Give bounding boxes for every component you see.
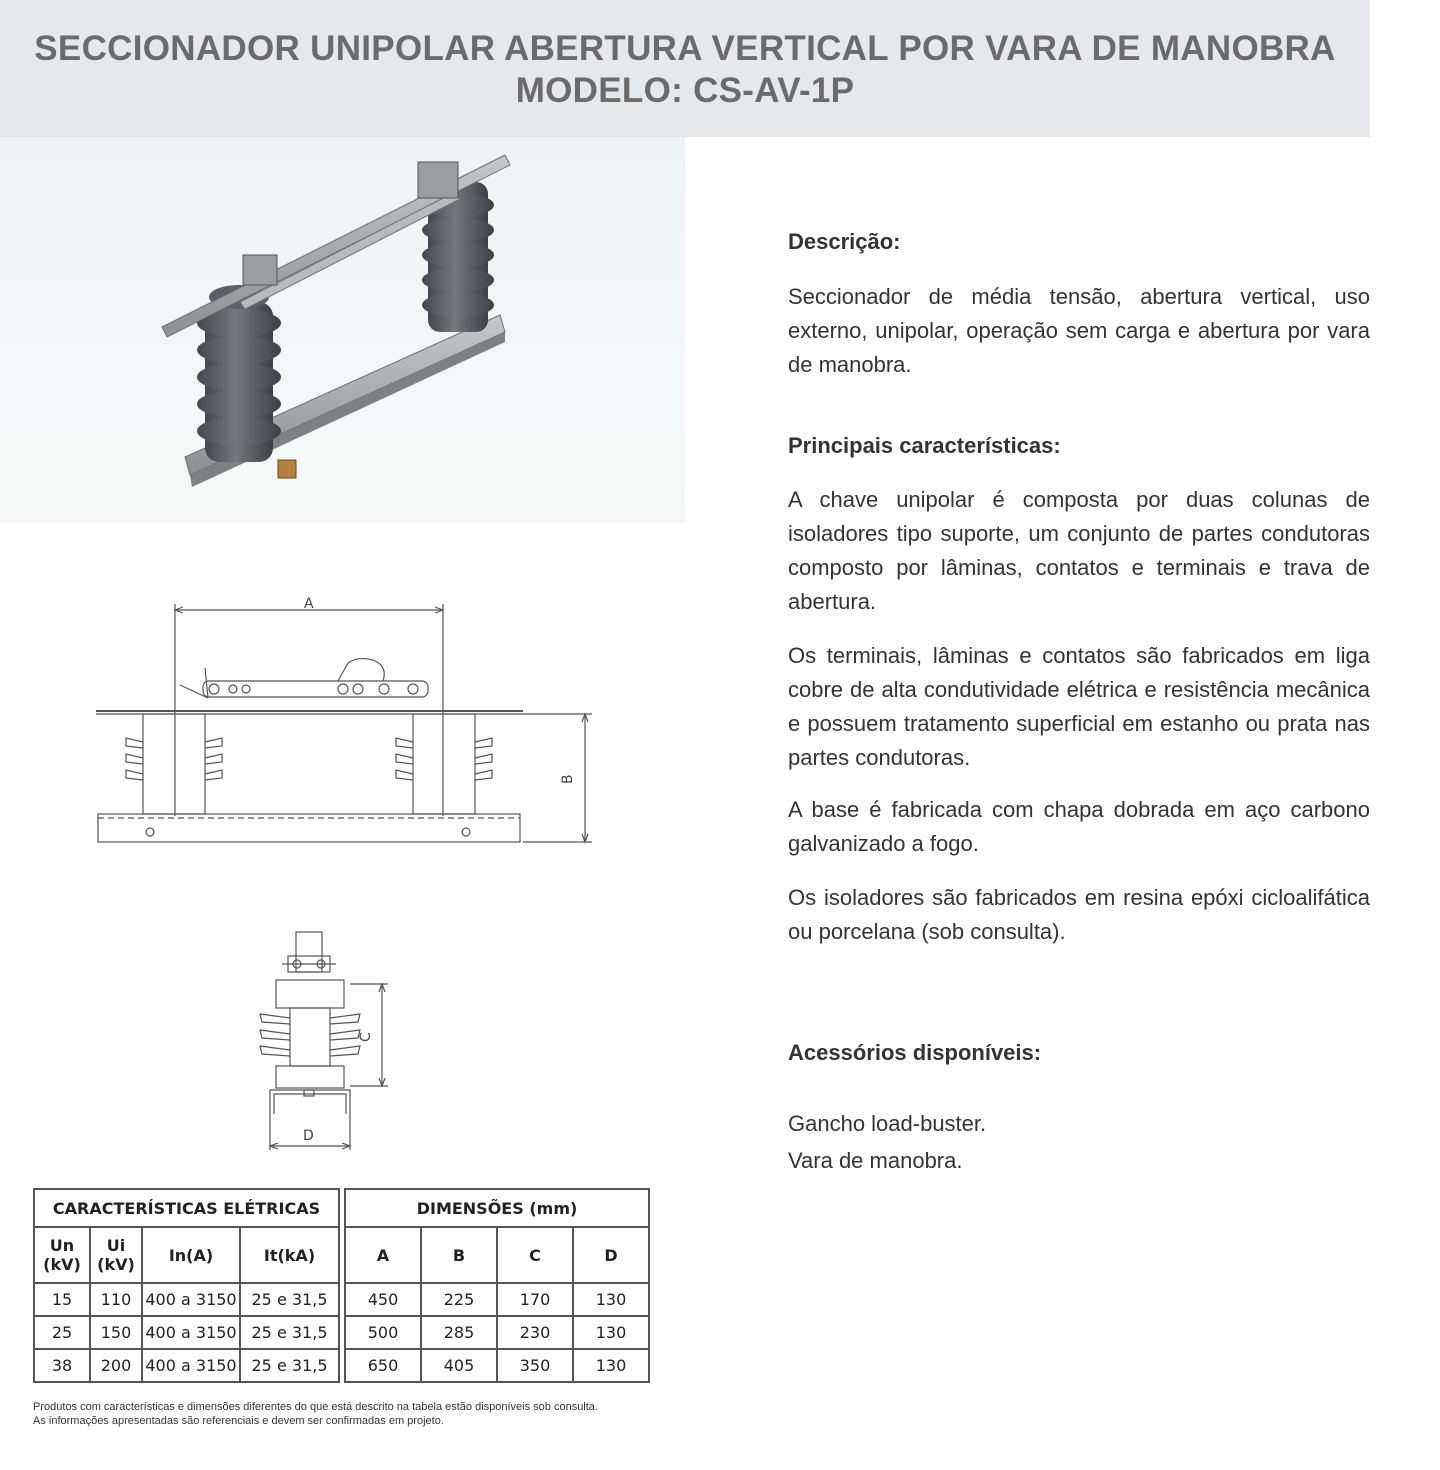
- cell: 400 a 3150: [142, 1316, 240, 1349]
- cell: 285: [421, 1316, 497, 1349]
- electrical-table-title: CARACTERÍSTICAS ELÉTRICAS: [34, 1189, 339, 1227]
- cell: 200: [90, 1349, 142, 1382]
- header-d: D: [573, 1227, 649, 1283]
- side-view-drawing: [250, 918, 400, 1150]
- cell: 650: [345, 1349, 421, 1382]
- cell: 130: [573, 1283, 649, 1316]
- cell: 500: [345, 1316, 421, 1349]
- features-paragraph-3: A base é fabricada com chapa dobrada em aço carbono galvanizado a fogo.: [788, 797, 1370, 856]
- product-render: [0, 137, 685, 523]
- cell: 450: [345, 1283, 421, 1316]
- features-paragraph-2: Os terminais, lâminas e contatos são fabricados em liga cobre de alta condutividade elétrica e resistência mecânica e possuem tratamento superficial em estanho ou prata nas partes condutoras.: [788, 643, 1370, 770]
- accessories-heading: Acessórios disponíveis:: [788, 1040, 1042, 1065]
- cell: 400 a 3150: [142, 1283, 240, 1316]
- table-row: [345, 1316, 649, 1349]
- cell: 25 e 31,5: [240, 1316, 339, 1349]
- dimension-label-b: B: [560, 774, 576, 784]
- page-title: SECCIONADOR UNIPOLAR ABERTURA VERTICAL POR VARA DE MANOBRA: [34, 29, 1336, 68]
- cell: 130: [573, 1316, 649, 1349]
- dimension-label-d: D: [303, 1128, 314, 1144]
- cell: 230: [497, 1316, 573, 1349]
- table-row: [34, 1316, 339, 1349]
- footnote-line-2: As informações apresentadas são referenciais e devem ser confirmadas em projeto.: [33, 1415, 444, 1427]
- page-header: [0, 0, 1370, 137]
- cell: 405: [421, 1349, 497, 1382]
- dimension-label-c: C: [358, 1032, 374, 1042]
- features-paragraph-4: Os isoladores são fabricados em resina epóxi cicloalifática ou porcelana (sob consulta).: [788, 885, 1370, 944]
- accessory-item-1: Gancho load-buster.: [788, 1111, 987, 1136]
- header-c: C: [497, 1227, 573, 1283]
- header-un: Un (kV): [34, 1227, 90, 1283]
- header-it: It(kA): [240, 1227, 339, 1283]
- dimensions-table-title: DIMENSÕES (mm): [345, 1189, 649, 1227]
- product-photo: [0, 137, 685, 523]
- footnote: [33, 1400, 598, 1428]
- accessory-item-2: Vara de manobra.: [788, 1148, 963, 1173]
- header-b: B: [421, 1227, 497, 1283]
- model-title: MODELO: CS-AV-1P: [515, 71, 855, 110]
- front-view-drawing: [88, 588, 598, 850]
- cell: 110: [90, 1283, 142, 1316]
- table-row: [345, 1283, 649, 1316]
- table-row: [34, 1349, 339, 1382]
- footnote-line-1: Produtos com características e dimensões diferentes do que está descrito na tabela estão disponíveis sob consulta.: [33, 1401, 598, 1413]
- features-paragraph-1: A chave unipolar é composta por duas colunas de isoladores tipo suporte, um conjunto de partes condutoras composto por lâminas, contatos e terminais e trava de abertura.: [788, 487, 1370, 614]
- cell: 150: [90, 1316, 142, 1349]
- cell: 400 a 3150: [142, 1349, 240, 1382]
- cell: 350: [497, 1349, 573, 1382]
- table-row: [345, 1349, 649, 1382]
- description-heading: Descrição:: [788, 229, 901, 254]
- cell: 25 e 31,5: [240, 1349, 339, 1382]
- description-text: Seccionador de média tensão, abertura vertical, uso externo, unipolar, operação sem carga e abertura por vara de manobra.: [788, 284, 1370, 377]
- features-heading: Principais características:: [788, 433, 1061, 458]
- cell: 130: [573, 1349, 649, 1382]
- header-in: In(A): [142, 1227, 240, 1283]
- table-row: [34, 1283, 339, 1316]
- dimension-label-a: A: [304, 596, 314, 612]
- cell: 225: [421, 1283, 497, 1316]
- cell: 170: [497, 1283, 573, 1316]
- electrical-characteristics-table: [33, 1188, 340, 1383]
- cell: 25 e 31,5: [240, 1283, 339, 1316]
- header-a: A: [345, 1227, 421, 1283]
- cell: 38: [34, 1349, 90, 1382]
- header-ui: Ui (kV): [90, 1227, 142, 1283]
- cell: 25: [34, 1316, 90, 1349]
- cell: 15: [34, 1283, 90, 1316]
- dimensions-table: [344, 1188, 650, 1383]
